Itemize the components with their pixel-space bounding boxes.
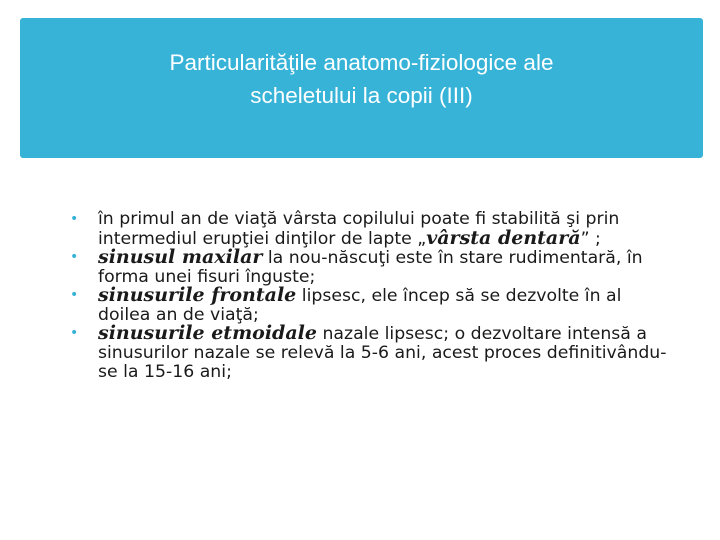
- bullet-item-3: [70, 286, 670, 325]
- bullet-emphasis: sinusurile etmoidale: [98, 322, 317, 344]
- bullet-item-4: [70, 324, 670, 382]
- bullet-dot-icon: •: [70, 325, 79, 341]
- bullet-dot-icon: •: [70, 249, 79, 265]
- bullet-emphasis: sinusul maxilar: [98, 246, 263, 268]
- bullet-text-after: la nou-născuţi este în stare rudimentară, în forma unei fisuri înguste;: [98, 248, 643, 287]
- bullet-text: în primul an de viaţă vârsta copilului poate fi stabilită şi prin intermediul erupţiei dinţilor de lapte „: [98, 209, 620, 249]
- bullet-item-2: [70, 248, 670, 287]
- slide-title: [20, 46, 703, 112]
- bullet-dot-icon: •: [70, 287, 79, 303]
- bullet-text-after: nazale lipsesc; o dezvoltare intensă a sinusurilor nazale se relevă la 5-6 ani, acest proces definitivându-se la 15-16 ani;: [98, 324, 667, 382]
- slide-title-line-1: Particularităţile anatomo-fiziologice ale: [169, 50, 554, 75]
- title-banner: [20, 18, 703, 158]
- slide-title-line-2: scheletului la copii (III): [250, 83, 473, 108]
- bullet-text-after: ” ;: [580, 229, 601, 249]
- bullet-list: [70, 210, 670, 382]
- bullet-emphasis: sinusurile frontale: [98, 284, 297, 306]
- bullet-emphasis: vârsta dentară: [426, 227, 581, 249]
- bullet-dot-icon: •: [70, 211, 79, 227]
- bullet-item-1: [70, 210, 670, 249]
- bullet-text-after: lipsesc, ele încep să se dezvolte în al doilea an de viaţă;: [98, 286, 622, 325]
